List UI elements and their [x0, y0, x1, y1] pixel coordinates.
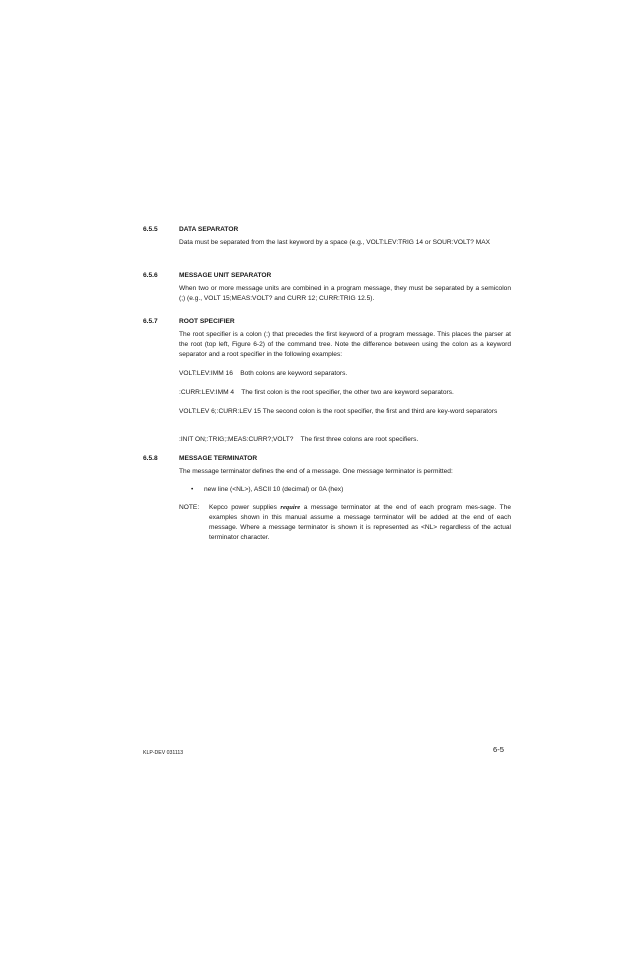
note-text: [209, 503, 511, 543]
section-heading: DATA SEPARATOR: [179, 226, 239, 233]
paragraph: The message terminator defines the end of a message. One message terminator is permitted:: [179, 468, 453, 475]
bullet-icon: •: [191, 486, 194, 493]
example-code: :INIT ON;:TRIG;:MEAS:CURR?;VOLT?: [179, 436, 294, 443]
example-line: [179, 369, 511, 379]
page-number: 6-5: [493, 745, 504, 754]
section-number: 6.5.7: [143, 318, 158, 325]
paragraph: Data must be separated from the last keyword by a space (e.g., VOLT:LEV:TRIG 14 or SOUR:VOLT? MAX: [179, 239, 491, 246]
example-code: VOLT:LEV:IMM 16: [179, 370, 233, 377]
example-desc: The second colon is the root specifier, the first and third are key-word separators: [262, 408, 498, 415]
example-code: VOLT:LEV 6;:CURR:LEV 15: [179, 408, 261, 415]
paragraph: When two or more message units are combined in a program message, they must be separated by a semicolon (;) (e.g., VOLT 15;MEAS:VOLT? and CURR 12; CURR:TRIG 12.5).: [179, 285, 511, 302]
bullet-item: new line (<NL>), ASCII 10 (decimal) or 0A (hex): [204, 486, 344, 493]
section-number: 6.5.5: [143, 226, 158, 233]
note-after: a message terminator at the end of each program mes-sage. The examples shown in this manual assume a message terminator will be added at the end of each message. Where a message terminator is shown it is represented as <NL> regardless of the actual terminator character.: [209, 504, 511, 541]
paragraph: The root specifier is a colon (:) that precedes the first keyword of a program message. This places the parser at the root (top left, Figure 6-2) of the command tree. Note the difference between using the colon as a keyword separator and a root specifier in the following examples:: [179, 331, 511, 358]
example-desc: Both colons are keyword separators.: [240, 370, 348, 377]
section-number: 6.5.8: [143, 455, 158, 462]
footer-doc-id: KLP-DEV 031113: [143, 750, 184, 756]
note-emphasis: require: [280, 504, 301, 511]
example-line: [179, 407, 511, 417]
section-heading: MESSAGE UNIT SEPARATOR: [179, 272, 272, 279]
note-label: NOTE:: [179, 504, 200, 511]
example-code: :CURR:LEV:IMM 4: [179, 389, 235, 396]
example-desc: The first colon is the root specifier, the other two are keyword separators.: [241, 389, 454, 396]
example-desc: The first three colons are root specifiers.: [300, 436, 419, 443]
example-line: [179, 388, 511, 398]
note-before: Kepco power supplies: [209, 504, 277, 511]
example-line: [179, 435, 511, 445]
section-heading: ROOT SPECIFIER: [179, 318, 235, 325]
section-number: 6.5.6: [143, 272, 158, 279]
section-heading: MESSAGE TERMINATOR: [179, 455, 258, 462]
